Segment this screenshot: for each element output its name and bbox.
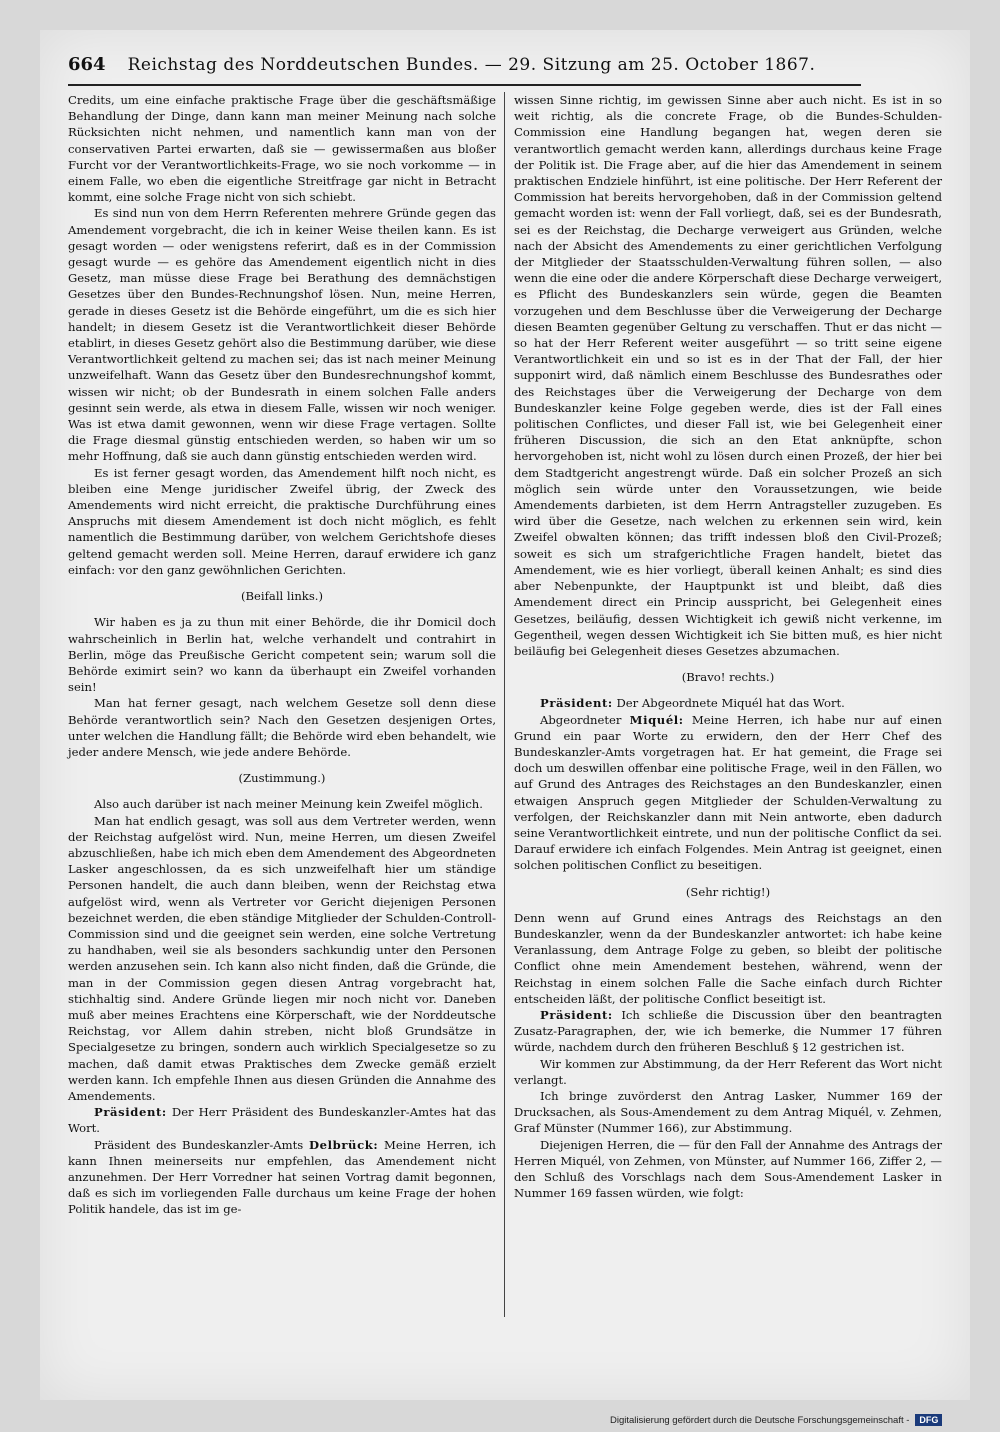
body-paragraph: Also auch darüber ist nach meiner Meinung kein Zweifel möglich. <box>94 797 483 812</box>
speaker-name: Miquél: <box>629 712 684 727</box>
speech-text: Der Abgeordnete Miquél hat das Wort. <box>612 696 845 711</box>
speech-text: Ich schließe die Discussion über den beantragten Zusatz-Paragraphen, der, wie ich bemerke, die Nummer 17 führen würde, nachdem durch den früheren Beschluß § 12 gestrichen ist. <box>514 1007 942 1055</box>
speaker-name: Präsident: <box>540 696 613 711</box>
page-header <box>68 54 868 82</box>
body-paragraph: Diejenigen Herren, die — für den Fall der Annahme des Antrags der Herren Miquél, von Zehmen, von Münster, auf Nummer 166, Ziffer 2, — den Schluß des Vorschlags nach dem Sous-Amendement Lasker in Nummer 169 fassen würden, wie folgt: <box>514 1137 942 1201</box>
speaker-name: Präsident: <box>540 1007 613 1022</box>
speech-paragraph <box>68 1104 496 1136</box>
body-paragraph: Wir haben es ja zu thun mit einer Behörde, die ihr Domicil doch wahrscheinlich in Berlin hat, welche verhandelt und contrahirt in Berlin, möge das Preußische Gericht competent sein; warum soll die Behörde eximirt sein? wo kann da überhaupt ein Zweifel vorhanden sein! <box>68 615 496 695</box>
body-paragraph: Es ist ferner gesagt worden, das Amendement hilft noch nicht, es bleiben eine Menge juridischer Zweifel übrig, der Zweck des Amendements wird nicht erreicht, die praktische Durchführung eines Anspruchs mit diesem Amendement ist doch nicht möglich, es fehlt namentlich die Bestimmung darüber, von welchem Gerichtshofe dieses geltend gemacht werden soll. Meine Herren, darauf erwidere ich ganz einfach: vor den ganz gewöhnlichen Gerichten. <box>68 465 496 577</box>
body-paragraph: Man hat ferner gesagt, nach welchem Gesetze soll denn diese Behörde verantwortlich sein? Nach den Gesetzen desjenigen Ortes, unter welchen die Handlung fällt; die Behörde wird eben behandelt, wie jeder andere Mensch, wie jede andere Behörde. <box>68 696 496 759</box>
interjection: (Bravo! rechts.) <box>681 670 775 685</box>
body-paragraph: Denn wenn auf Grund eines Antrags des Reichstags an den Bundeskanzler, wenn da der Bundeskanzler antwortet: ich habe keine Veranlassung, dem Antrage Folge zu geben, so bleibt der politische Conflict ohne mein Amendement bestehen, während, wenn der Reichstag in einem solchen Falle die Sache einfach durch Richter entscheiden läßt, der politische Conflict beseitigt ist. <box>514 910 942 1006</box>
speech-text: Meine Herren, ich kann Ihnen meinerseits nur empfehlen, das Amendement nicht anzunehmen. Der Herr Vorredner hat seinen Vortrag damit begonnen, daß es sich im vorliegenden Falle durchaus um keine Frage der hohen Politik handele, das ist im ge- <box>68 1137 497 1217</box>
speech-text: Der Herr Präsident des Bundeskanzler-Amtes hat das Wort. <box>68 1105 496 1136</box>
header-rule <box>68 84 861 86</box>
speaker-name: Delbrück: <box>309 1137 379 1152</box>
speaker-title: Abgeordneter <box>540 712 630 727</box>
document-page <box>40 30 970 1400</box>
running-title: Reichstag des Norddeutschen Bundes. — 29. Sitzung am 25. October 1867. <box>127 55 816 75</box>
body-paragraph: Ich bringe zuvörderst den Antrag Lasker, Nummer 169 der Drucksachen, als Sous-Amendement zu dem Antrag Miquél, v. Zehmen, Graf Münster (Nummer 166), zur Abstimmung. <box>514 1088 942 1136</box>
page-number: 664 <box>68 54 106 75</box>
speech-text: Meine Herren, ich habe nur auf einen Grund ein paar Worte zu erwidern, den der Herr Chef des Bundeskanzler-Amts vorgetragen hat. Er hat gemeint, die Frage sei doch um deswillen offenbar eine politische Frage, weil in den Fällen, wo auf Grund des Antrages des Reichstages an den Bundeskanzler, einen etwaigen Anspruch gegen Mitglieder der Schulden-Verwaltung zu verfolgen, der Reichskanzler dann mit Nein antworte, eben dadurch seine Verantwortlichkeit eintrete, und nun der politische Conflict da sei. Darauf erwidere ich einfach Folgendes. Mein Antrag ist geeignet, einen solchen politischen Conflict zu beseitigen. <box>514 712 942 873</box>
speech-paragraph <box>514 695 942 711</box>
speech-paragraph <box>514 712 942 874</box>
left-column <box>68 92 496 1218</box>
speech-paragraph <box>68 1137 496 1218</box>
footer-credit: Digitalisierung gefördert durch die Deutsche Forschungsgemeinschaft - <box>610 1414 910 1426</box>
body-paragraph: wissen Sinne richtig, im gewissen Sinne aber auch nicht. Es ist in so weit richtig, als die concrete Frage, ob die Bundes-Schulden-Commission eine Handlung begangen hat, wegen deren sie verantwortlich gemacht werden kann, allerdings durchaus keine Frage der Politik ist. Die Frage aber, auf die hier das Amendement in seinem praktischen Endziele hinführt, ist eine politische. Der Herr Referent der Commission hat bereits hervorgehoben, daß in der Commission geltend gemacht worden ist: wenn der Fall vorliegt, daß, sei es der Bundesrath, sei es der Reichstag, die Decharge verweigert aus Gründen, welche nach der Absicht des Amendements zu einer gerichtlichen Verfolgung der Mitglieder der Staatsschulden-Verwaltung führen sollen, — also wenn die eine oder die andere Körperschaft diese Decharge verweigert, es Pflicht des Bundeskanzlers sein würde, gegen die Beamten vorzugehen und dem Beschlusse über die Verweigerung der Decharge diesen Beamten gegenüber Geltung zu verschaffen. Thut er das nicht — so hat der Herr Referent weiter ausgeführt — so tritt seine eigene Verantwortlichkeit ein und so ist es in der That der Fall, der hier supponirt wird, daß nämlich einem Beschlusse des Bundesrathes oder des Reichstages über die Verweigerung der Decharge von dem Bundeskanzler keine Folge gegeben werde, dies ist der Fall eines politischen Conflictes, und dieser Fall ist, wie bei Gelegenheit einer früheren Discussion, die sich an den Etat anknüpfte, schon hervorgehoben ist, nicht wohl zu lösen durch einen Prozeß, der hier bei dem Stadtgericht angestrengt würde. Daß ein solcher Prozeß an sich möglich sein würde unter den Voraussetzungen, wie beide Amendements darbieten, ist dem Herrn Antragsteller zuzugeben. Es wird über die Gesetze, nach welchen zu erkennen sein wird, kein Zweifel obwalten können; das trifft indessen bloß den Civil-Prozeß; soweit es sich um strafgerichtliche Fragen handelt, bietet das Amendement, wie es hier vorliegt, überall keinen Anhalt; es sind dies aber Nebenpunkte, der Hauptpunkt ist und bleibt, daß dies Amendement direct ein Princip ausspricht, bei Gelegenheit eines Gesetzes, beiläufig, dessen Wichtigkeit ich gewiß nicht verkenne, im Gegentheil, wegen dessen Wichtigkeit ich Sie bitten muß, es hier nicht beiläufig bei Gelegenheit dieses Gesetzes abzumachen. <box>514 93 942 658</box>
right-column <box>514 92 942 1201</box>
digitization-footer <box>610 1412 942 1428</box>
body-paragraph: Es sind nun von dem Herrn Referenten mehrere Gründe gegen das Amendement vorgebracht, die ich in keiner Weise theilen kann. Es ist gesagt worden — oder wenigstens referirt, daß es in der Commission gesagt wurde — es gehöre das Amendement eigentlich nicht in dies Gesetz, man müsse diese Frage bei Berathung des demnächstigen Gesetzes über den Bundes-Rechnungshof lösen. Nun, meine Herren, gerade in dieses Gesetz ist die Behörde eingeführt, um die es sich hier handelt; in diesem Gesetz ist die Verantwortlichkeit dieser Behörde etablirt, in dieses Gesetz gehört also die Bestimmung darüber, wie diese Verantwortlichkeit geltend zu machen sei; das ist nach meiner Meinung unzweifelhaft. Wann das Gesetz über den Bundesrechnungshof kommt, wissen wir nicht; ob der Bundesrath in einem solchen Falle anders gesinnt sein werde, als etwa in diesem Falle, wissen wir noch weniger. Was ist etwa damit gewonnen, wenn wir diese Frage vertagen. Sollte die Frage diesmal günstig entschieden werden, so haben wir um so mehr Hoffnung, daß sie auch dann günstig entschieden werden wird. <box>68 206 496 464</box>
body-paragraph: Man hat endlich gesagt, was soll aus dem Vertreter werden, wenn der Reichstag aufgelöst wird. Nun, meine Herren, um diesen Zweifel abzuschließen, habe ich mich eben dem Amendement des Abgeordneten Lasker angeschlossen, da es sich unzweifelhaft hier um ständige Personen handelt, die auch dann bleiben, wenn der Reichstag etwa aufgelöst wird, wenn als Vertreter vor Gericht diejenigen Personen bezeichnet werden, die eben ständige Mitglieder der Schulden-Controll-Commission sind und die geeignet sein werden, eine solche Vertretung zu handhaben, weil sie als besonders sachkundig unter den Personen werden anzusehen sein. Ich kann also nicht finden, daß die Gründe, die man in der Commission gegen diesen Antrag vorgebracht hat, stichhaltig sind. Andere Gründe liegen mir noch nicht vor. Daneben muß aber meines Erachtens eine Körperschaft, wie der Norddeutsche Reichstag, vor Allem dahin streben, nicht bloß Grundsätze in Specialgesetze zu bringen, sondern auch wirklich Specialgesetze so zu machen, daß damit etwas Praktisches dem Zwecke gemäß erzielt werden kann. Ich empfehle Ihnen aus diesen Gründen die Annahme des Amendements. <box>68 813 496 1103</box>
body-paragraph: Wir kommen zur Abstimmung, da der Herr Referent das Wort nicht verlangt. <box>514 1056 942 1087</box>
interjection: (Zustimmung.) <box>238 771 326 786</box>
body-paragraph: Credits, um eine einfache praktische Frage über die geschäftsmäßige Behandlung der Dinge, dann kann man meiner Meinung nach solche Rücksichten nicht nehmen, und namentlich kann man von der conservativen Partei erwarten, daß sie — gewissermaßen aus bloßer Furcht vor der Verantwortlichkeits-Frage, wo sie noch vorkomme — in einem Falle, wo eben die eigentliche Streitfrage gar nicht in Betracht kommt, eine solche Frage nicht von sich schiebt. <box>68 93 496 205</box>
speaker-name: Präsident: <box>94 1105 167 1120</box>
speech-paragraph <box>514 1007 942 1056</box>
column-divider <box>504 92 505 1317</box>
interjection: (Beifall links.) <box>241 589 323 604</box>
speaker-title: Präsident des Bundeskanzler-Amts <box>94 1137 309 1152</box>
dfg-logo: DFG <box>915 1414 942 1426</box>
interjection: (Sehr richtig!) <box>685 884 771 899</box>
